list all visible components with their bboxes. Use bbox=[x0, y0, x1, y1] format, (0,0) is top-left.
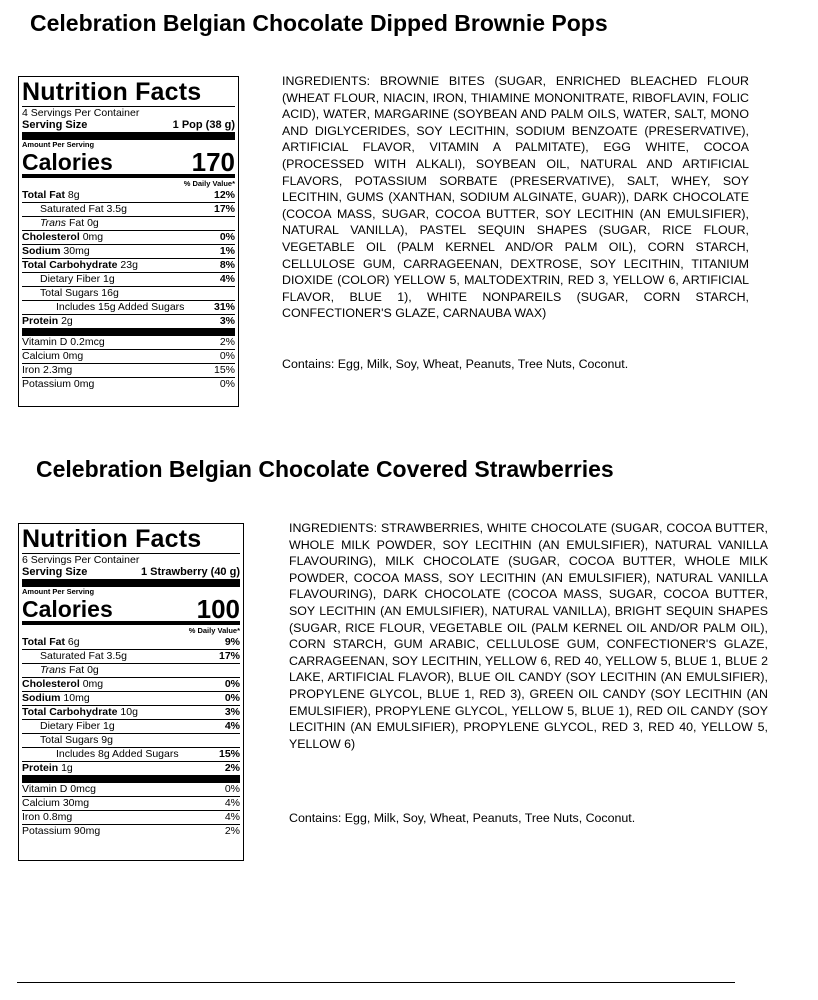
serving-size-label: Serving Size bbox=[22, 566, 88, 578]
nutrient-row: Total Fat 8g 12% bbox=[22, 189, 235, 201]
nutrient-row: Saturated Fat 3.5g 17% bbox=[22, 202, 235, 216]
allergen-statement: Contains: Egg, Milk, Soy, Wheat, Peanuts, Tree Nuts, Coconut. bbox=[282, 357, 629, 371]
vitamin-row: Iron 0.8mg 4% bbox=[22, 811, 240, 823]
daily-value-header: % Daily Value* bbox=[22, 621, 240, 636]
nutrient-row: Total Fat 6g 9% bbox=[22, 636, 240, 648]
nutrient-row: Total Carbohydrate 10g 3% bbox=[22, 706, 240, 718]
nutrient-row: Dietary Fiber 1g 4% bbox=[22, 719, 240, 733]
nutrient-row: Protein 1g 2% bbox=[22, 762, 240, 774]
nutrient-row: Cholesterol 0mg 0% bbox=[22, 231, 235, 243]
vitamin-row: Calcium 30mg 4% bbox=[22, 797, 240, 809]
vitamin-row: Vitamin D 0.2mcg 2% bbox=[22, 336, 235, 348]
ingredients-text: INGREDIENTS: STRAWBERRIES, WHITE CHOCOLATE (SUGAR, COCOA BUTTER, WHOLE MILK POWDER, SOY LECITHIN (AN EMULSIFIER), NATURAL VANILLA FLAVOURING), MILK CHOCOLATE (SUGAR, COCOA BUTTER, WHOLE MILK POWDER, COCOA MASS, SOY LECITHIN (AN EMULSIFIER), NATURAL VANILLA FLAVOURING), DARK CHOCOLATE (COCOA MASS, SUGAR, COCOA BUTTER, SOY LECITHIN (AN EMULSIFIER), NATURAL VANILLA), BRIGHT SEQUIN SHAPES (SUGAR, RICE FLOUR, VEGETABLE OIL (PALM KERNEL OIL AND/OR PALM OIL), CORN STARCH, GUM ARABIC, CELLULOSE GUM, CONFECTIONER'S GLAZE, CARRAGEENAN, SOY LECITHIN, YELLOW 6, RED 40, YELLOW 5, BLUE 1, BLUE 2 LAKE, ARTIFICIAL FLAVOR), BLUE OIL CANDY (SOY LECITHIN (AN EMULSIFIER), PROPYLENE GLYCOL, BLUE 1, RED 3), GREEN OIL CANDY (SOY LECITHIN (AN EMULSIFIER), PROPYLENE GLYCOL, YELLOW 5, BLUE 1), RED OIL CANDY (SOY LECITHIN (AN EMULSIFIER), PROPYLENE GLYCOL, RED 3, RED 40, YELLOW 5, YELLOW 6) bbox=[289, 521, 768, 751]
calories-value: 100 bbox=[196, 594, 240, 624]
nutrient-row: Total Carbohydrate 23g 8% bbox=[22, 259, 235, 271]
nutrient-row: Total Sugars 16g bbox=[22, 286, 235, 300]
servings-per-container: 6 Servings Per Container bbox=[22, 554, 140, 566]
calories-value: 170 bbox=[191, 147, 235, 177]
vitamin-row: Iron 2.3mg 15% bbox=[22, 364, 235, 376]
nutrition-facts-panel bbox=[18, 76, 239, 407]
nutrient-row: Sodium 10mg 0% bbox=[22, 692, 240, 704]
nutrient-row: Includes 15g Added Sugars 31% bbox=[22, 300, 235, 314]
nutrient-row: Saturated Fat 3.5g 17% bbox=[22, 649, 240, 663]
serving-size-value: 1 Strawberry (40 g) bbox=[140, 566, 240, 578]
vitamin-row: Potassium 90mg 2% bbox=[22, 825, 240, 837]
calories-row bbox=[22, 147, 235, 177]
nutrient-row: Includes 8g Added Sugars 15% bbox=[22, 747, 240, 761]
amount-per-serving: Amount Per Serving bbox=[22, 587, 95, 596]
calories-label: Calories bbox=[22, 596, 113, 622]
nutrition-facts-panel bbox=[18, 523, 244, 861]
product-title: Celebration Belgian Chocolate Dipped Brownie Pops bbox=[30, 10, 608, 36]
serving-size-value: 1 Pop (38 g) bbox=[172, 119, 235, 131]
nutrient-row: Total Sugars 9g bbox=[22, 733, 240, 747]
nutrient-row: Cholesterol 0mg 0% bbox=[22, 678, 240, 690]
divider-line bbox=[17, 982, 735, 983]
amount-per-serving: Amount Per Serving bbox=[22, 140, 95, 149]
vitamin-row: Potassium 0mg 0% bbox=[22, 378, 235, 390]
serving-size-row bbox=[22, 566, 240, 579]
nutrient-row: Trans Fat 0g bbox=[22, 663, 240, 677]
servings-per-container: 4 Servings Per Container bbox=[22, 107, 140, 119]
nutrition-facts-heading: Nutrition Facts bbox=[22, 525, 202, 553]
vitamin-row: Calcium 0mg 0% bbox=[22, 350, 235, 362]
product-title: Celebration Belgian Chocolate Covered Strawberries bbox=[36, 456, 614, 482]
calories-row bbox=[22, 594, 240, 624]
ingredients-text: INGREDIENTS: BROWNIE BITES (SUGAR, ENRICHED BLEACHED FLOUR (WHEAT FLOUR, NIACIN, IRON, THIAMINE MONONITRATE, RIBOFLAVIN, FOLIC ACID), WATER, MARGARINE (SOYBEAN AND PALM OILS, WATER, SALT, MONO AND DIGLYCERIDES, SOY LECITHIN, SODIUM BENZOATE (PRESERVATIVE), ARTIFICIAL FLAVOR, VITAMIN A PALMITATE), EGG WHITE, COCOA (PROCESSED WITH ALKALI), SOYBEAN OIL, NATURAL AND ARTIFICIAL FLAVORS, POTASSIUM SORBATE (PRESERVATIVE), SALT, WHEY, SOY LECITHIN, GUMS (XANTHAN, SODIUM ALGINATE, GUAR)), DARK CHOCOLATE (COCOA MASS, SUGAR, COCOA BUTTER, SOY LECITHIN (AN EMULSIFIER), NATURAL VANILLA), PASTEL SEQUIN SHAPES (SUGAR, RICE FLOUR, VEGETABLE OIL (PALM KERNEL AND/OR PALM OIL), CORN STARCH, CELLULOSE GUM, CARRAGEENAN, DEXTROSE, SOY LECITHIN, TITANIUM DIOXIDE (COLOR) YELLOW 5, MALTODEXTRIN, RED 3, YELLOW 6, ARTIFICIAL FLAVOR, BLUE 1), WHITE NONPAREILS (SUGAR, CORN STARCH, CONFECTIONER'S GLAZE, CARNAUBA WAX) bbox=[282, 74, 749, 321]
nutrient-row: Sodium 30mg 1% bbox=[22, 245, 235, 257]
nutrient-row: Dietary Fiber 1g 4% bbox=[22, 272, 235, 286]
allergen-statement: Contains: Egg, Milk, Soy, Wheat, Peanuts, Tree Nuts, Coconut. bbox=[289, 811, 636, 825]
calories-label: Calories bbox=[22, 149, 113, 175]
nutrition-facts-heading: Nutrition Facts bbox=[22, 78, 202, 106]
vitamin-row: Vitamin D 0mcg 0% bbox=[22, 783, 240, 795]
serving-size-row bbox=[22, 119, 235, 132]
daily-value-header: % Daily Value* bbox=[22, 174, 235, 189]
nutrient-row: Protein 2g 3% bbox=[22, 315, 235, 327]
nutrient-row: Trans Fat 0g bbox=[22, 216, 235, 230]
serving-size-label: Serving Size bbox=[22, 119, 88, 131]
